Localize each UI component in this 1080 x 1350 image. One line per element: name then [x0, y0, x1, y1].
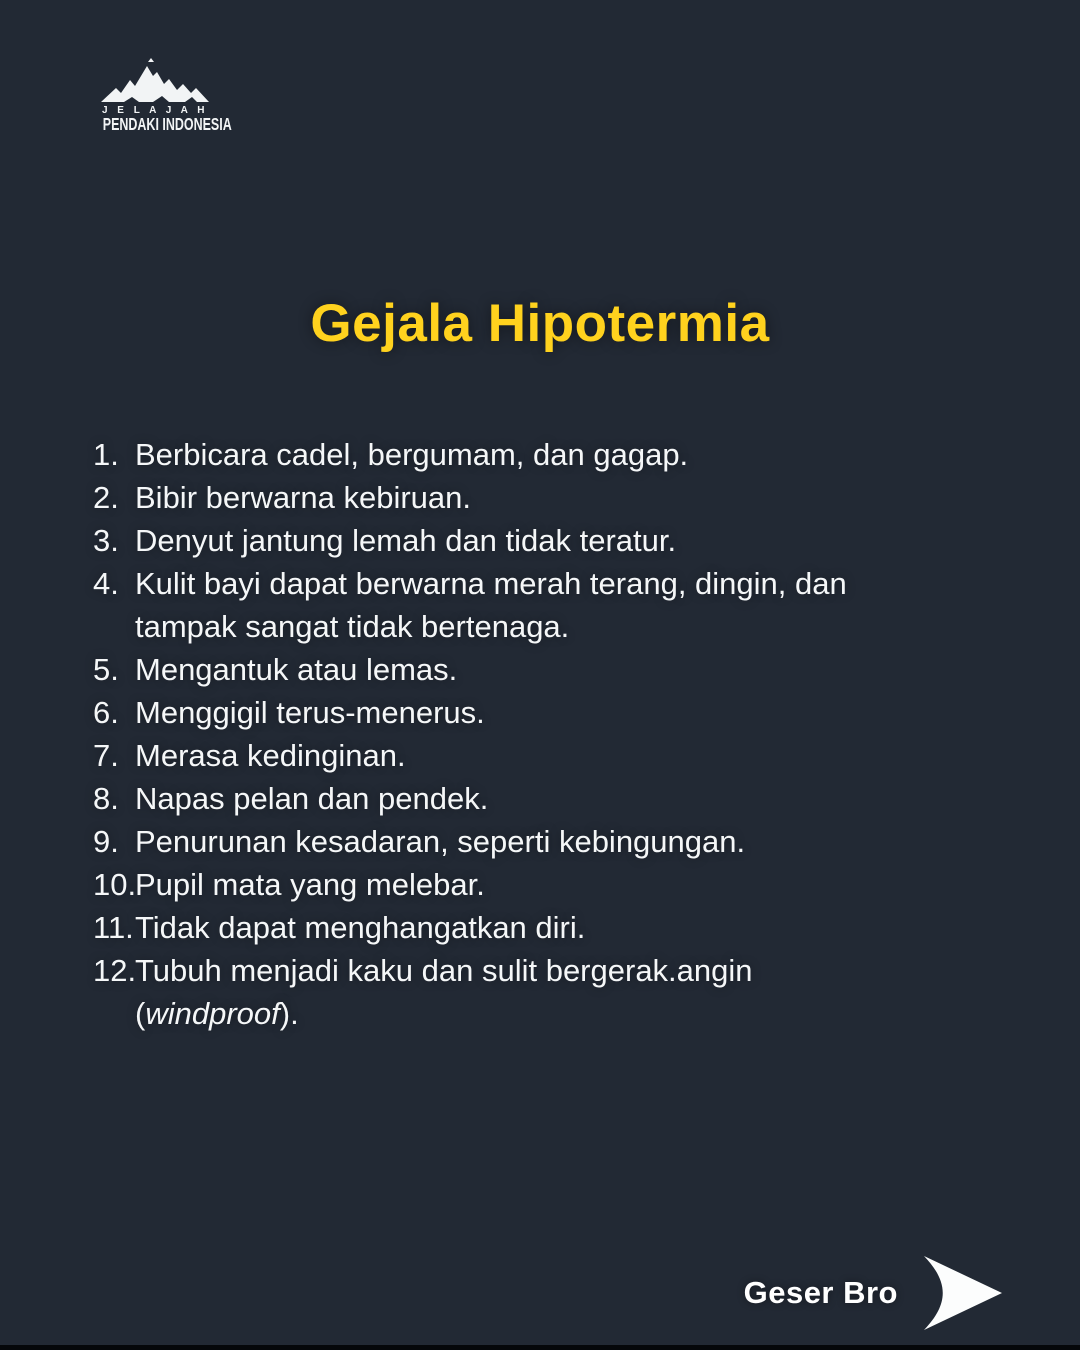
list-number: 9.: [93, 824, 119, 859]
list-item: [93, 949, 993, 1035]
list-text: Tidak dapat menghangatkan diri.: [135, 910, 586, 945]
list-number: 7.: [93, 738, 119, 773]
logo-pendaki-text: PENDAKI INDONESIA: [102, 116, 232, 135]
list-number: 5.: [93, 652, 119, 687]
list-number: 6.: [93, 695, 119, 730]
list-item: [93, 734, 993, 777]
list-item: [93, 648, 993, 691]
list-item: [93, 863, 993, 906]
list-number: 10.: [93, 867, 137, 902]
list-item: [93, 476, 993, 519]
brand-logo: [88, 58, 232, 135]
list-item: [93, 433, 993, 476]
page-title: Gejala Hipotermia: [310, 294, 770, 353]
swipe-label: Geser Bro: [743, 1275, 898, 1310]
bottom-bar: [0, 1345, 1080, 1350]
list-number: 4.: [93, 566, 119, 601]
list-text: (windproof).: [135, 996, 299, 1031]
list-text: Tubuh menjadi kaku dan sulit bergerak.angin: [135, 953, 753, 988]
list-number: 1.: [93, 437, 119, 472]
list-number: 8.: [93, 781, 119, 816]
swipe-cta[interactable]: [744, 1254, 1004, 1332]
list-text: Penurunan kesadaran, seperti kebingungan.: [135, 824, 746, 859]
symptom-list: [93, 433, 993, 1035]
list-text: Merasa kedinginan.: [135, 738, 406, 773]
list-number: 12.: [93, 953, 137, 988]
list-item: [93, 691, 993, 734]
mountain-range-icon: [101, 58, 209, 104]
list-text: Menggigil terus-menerus.: [135, 695, 485, 730]
list-number: 11.: [93, 910, 134, 945]
logo-jelajah-text: J E L A J A H: [101, 105, 209, 116]
list-text: Napas pelan dan pendek.: [135, 781, 489, 816]
list-text: Bibir berwarna kebiruan.: [135, 480, 472, 515]
list-number: 3.: [93, 523, 119, 558]
list-text: Kulit bayi dapat berwarna merah terang, dingin, dan: [135, 566, 847, 601]
list-text: tampak sangat tidak bertenaga.: [135, 609, 570, 644]
list-text: Pupil mata yang melebar.: [135, 867, 485, 902]
list-text: Denyut jantung lemah dan tidak teratur.: [135, 523, 677, 558]
arrow-right-icon[interactable]: [920, 1254, 1004, 1332]
list-item: [93, 519, 993, 562]
list-item: [93, 820, 993, 863]
list-item: [93, 562, 993, 648]
list-text: Mengantuk atau lemas.: [135, 652, 458, 687]
list-number: 2.: [93, 480, 119, 515]
list-item: [93, 777, 993, 820]
list-item: [93, 906, 993, 949]
list-text: Berbicara cadel, bergumam, dan gagap.: [135, 437, 689, 472]
